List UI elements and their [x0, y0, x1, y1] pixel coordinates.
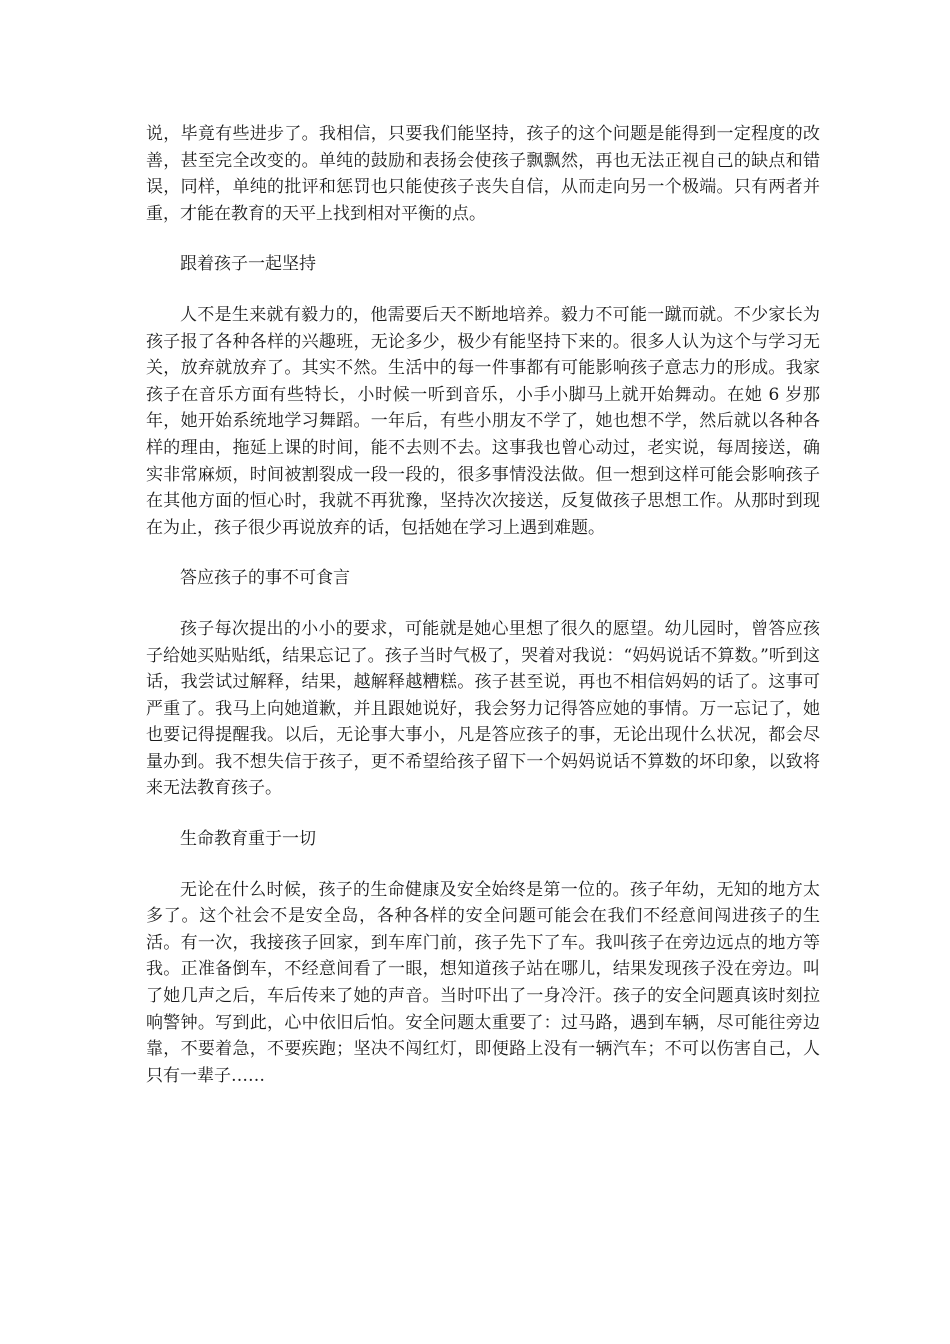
paragraph-gap: [146, 541, 820, 565]
paragraph-gap: [146, 227, 820, 251]
paragraph-gap: [146, 853, 820, 877]
paragraph-gap: [146, 278, 820, 302]
document-page: [146, 121, 820, 1089]
section-body-life-education: 无论在什么时候，孩子的生命健康及安全始终是第一位的。孩子年幼，无知的地方太多了。这个社会不是安全岛，各种各样的安全问题可能会在我们不经意间闯进孩子的生活。有一次，我接孩子回家，到车库门前，孩子先下了车。我叫孩子在旁边远点的地方等我。正准备倒车，不经意间看了一眼，想知道孩子站在哪儿，结果发现孩子没在旁边。叫了她几声之后，车后传来了她的声音。当时吓出了一身冷汗。孩子的安全问题真该时刻拉响警钟。写到此，心中依旧后怕。安全问题太重要了：过马路，遇到车辆，尽可能往旁边靠，不要着急，不要疾跑；坚决不闯红灯，即便路上没有一辆汽车；不可以伤害自己，人只有一辈子……: [146, 879, 820, 1086]
paragraph-gap: [146, 592, 820, 616]
section-heading-promise: 答应孩子的事不可食言: [180, 568, 350, 589]
section-heading-persist: 跟着孩子一起坚持: [180, 254, 316, 275]
section-body-promise: 孩子每次提出的小小的要求，可能就是她心里想了很久的愿望。幼儿园时，曾答应孩子给她买贴贴纸，结果忘记了。孩子当时气极了，哭着对我说：“妈妈说话不算数。”听到这话，我尝试过解释，结果，越解释越糟糕。孩子甚至说，再也不相信妈妈的话了。这事可严重了。我马上向她道歉，并且跟她说好，我会努力记得答应她的事情。万一忘记了，她也要记得提醒我。以后，无论事大事小，凡是答应孩子的事，无论出现什么状况，都会尽量办到。我不想失信于孩子，更不希望给孩子留下一个妈妈说话不算数的坏印象，以致将来无法教育孩子。: [146, 618, 820, 799]
paragraph-gap: [146, 802, 820, 826]
section-heading-life-education: 生命教育重于一切: [180, 829, 316, 850]
section-body-persist: 人不是生来就有毅力的，他需要后天不断地培养。毅力不可能一蹴而就。不少家长为孩子报了各种各样的兴趣班，无论多少，极少有能坚持下来的。很多人认为这个与学习无关，放弃就放弃了。其实不然。生活中的每一件事都有可能影响孩子意志力的形成。我家孩子在音乐方面有些特长，小时候一听到音乐，小手小脚马上就开始舞动。在她 6 岁那年，她开始系统地学习舞蹈。一年后，有些小朋友不学了，她也想不学，然后就以各种各样的理由，拖延上课的时间，能不去则不去。这事我也曾心动过，老实说，每周接送，确实非常麻烦，时间被割裂成一段一段的，很多事情没法做。但一想到这样可能会影响孩子在其他方面的恒心时，我就不再犹豫，坚持次次接送，反复做孩子思想工作。从那时到现在为止，孩子很少再说放弃的话，包括她在学习上遇到难题。: [146, 304, 820, 538]
intro-paragraph: 说，毕竟有些进步了。我相信，只要我们能坚持，孩子的这个问题是能得到一定程度的改善，甚至完全改变的。单纯的鼓励和表扬会使孩子飘飘然，再也无法正视自己的缺点和错误，同样，单纯的批评和惩罚也只能使孩子丧失自信，从而走向另一个极端。只有两者并重，才能在教育的天平上找到相对平衡的点。: [146, 124, 820, 224]
